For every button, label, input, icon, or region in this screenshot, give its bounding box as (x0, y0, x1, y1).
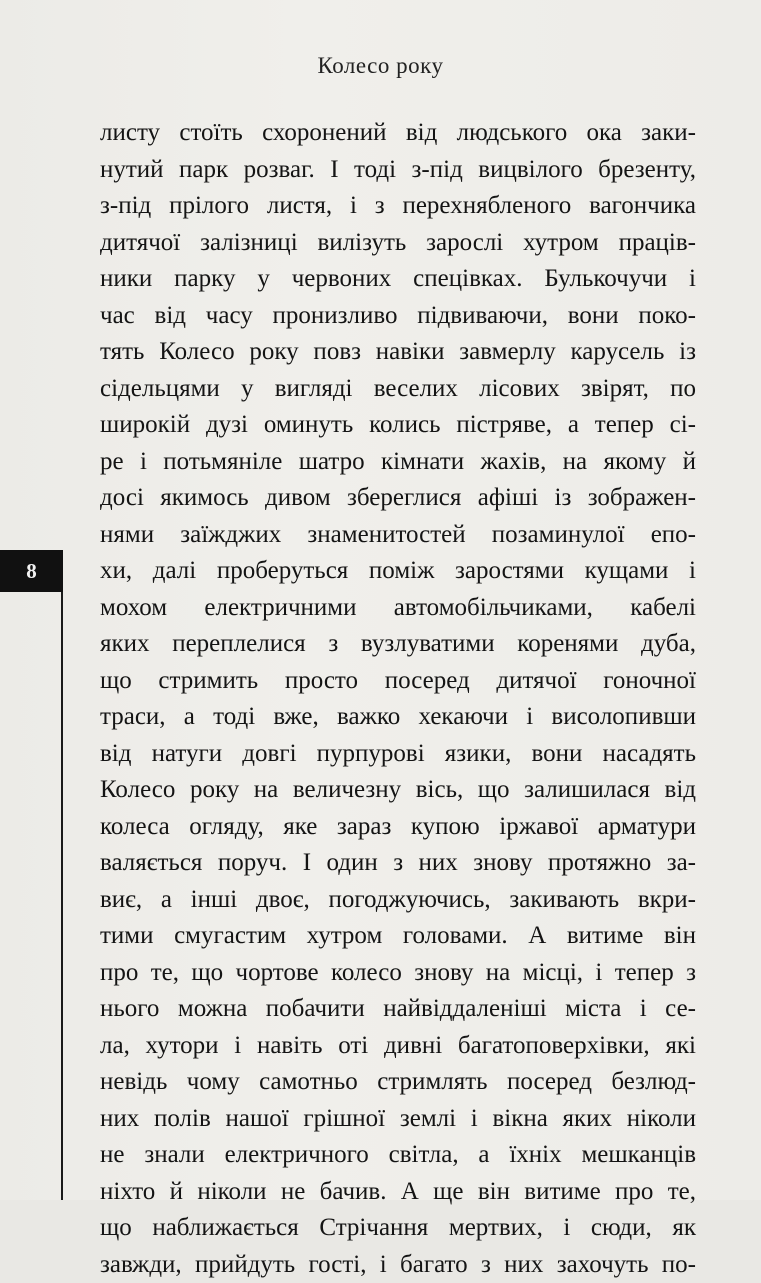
text-line: траси, а тоді вже, важко хекаючи і висолопивши (100, 699, 696, 736)
text-line: з-під прілого листя, і з перехнябленого вагончика (100, 188, 696, 225)
text-line: Колесо року на величезну вісь, що залишилася від (100, 772, 696, 809)
text-line: хи, далі проберуться поміж заростями кущами і (100, 553, 696, 590)
text-line: ники парку у червоних спецівках. Булькочучи і (100, 261, 696, 298)
text-line: ре і потьмяніле шатро кімнати жахів, на якому й (100, 444, 696, 481)
text-line: завжди, прийдуть гості, і багато з них захочуть по- (100, 1247, 696, 1283)
text-line: тими смугастим хутром головами. А витиме він (100, 918, 696, 955)
text-line: листу стоїть схоронений від людського ока заки- (100, 115, 696, 152)
text-line: час від часу пронизливо підвиваючи, вони поко- (100, 298, 696, 335)
text-line: сідельцями у вигляді веселих лісових звірят, по (100, 371, 696, 408)
text-line: ла, хутори і навіть оті дивні багатоповерхівки, які (100, 1028, 696, 1065)
text-line: що наближається Стрічання мертвих, і сюди, як (100, 1210, 696, 1247)
text-line: невідь чому самотньо стримлять посеред безлюд- (100, 1064, 696, 1101)
text-line: нього можна побачити найвіддаленіші міста і се- (100, 991, 696, 1028)
text-line: що стримить просто посеред дитячої гоночної (100, 663, 696, 700)
page-number-tab (0, 550, 63, 592)
text-line: колеса огляду, яке зараз купою іржавої арматури (100, 809, 696, 846)
text-line: яких переплелися з вузлуватими коренями дуба, (100, 626, 696, 663)
text-line: дитячої залізниці вилізуть зарослі хутром праців- (100, 225, 696, 262)
text-line: нутий парк розваг. І тоді з-під вицвілого брезенту, (100, 152, 696, 189)
text-line: тять Колесо року повз навіки завмерлу карусель із (100, 334, 696, 371)
margin-rule (61, 592, 63, 1200)
text-line: широкій дузі оминуть колись пістряве, а тепер сі- (100, 407, 696, 444)
page-number: 8 (26, 559, 37, 584)
text-line: мохом електричними автомобільчиками, кабелі (100, 590, 696, 627)
running-title: Колесо року (0, 53, 761, 79)
text-line: них полів нашої грішної землі і вікна яких ніколи (100, 1101, 696, 1138)
text-line: від натуги довгі пурпурові язики, вони насадять (100, 736, 696, 773)
text-line: виє, а інші двоє, погоджуючись, закивають вкри- (100, 882, 696, 919)
text-line: валяється поруч. І один з них знову протяжно за- (100, 845, 696, 882)
text-line: нями заїжджих знаменитостей позаминулої епо- (100, 517, 696, 554)
body-text (100, 115, 696, 1283)
text-line: досі якимось дивом збереглися афіші із зображен- (100, 480, 696, 517)
text-line: ніхто й ніколи не бачив. А ще він витиме про те, (100, 1174, 696, 1211)
text-line: не знали електричного світла, а їхніх мешканців (100, 1137, 696, 1174)
text-line: про те, що чортове колесо знову на місці, і тепер з (100, 955, 696, 992)
